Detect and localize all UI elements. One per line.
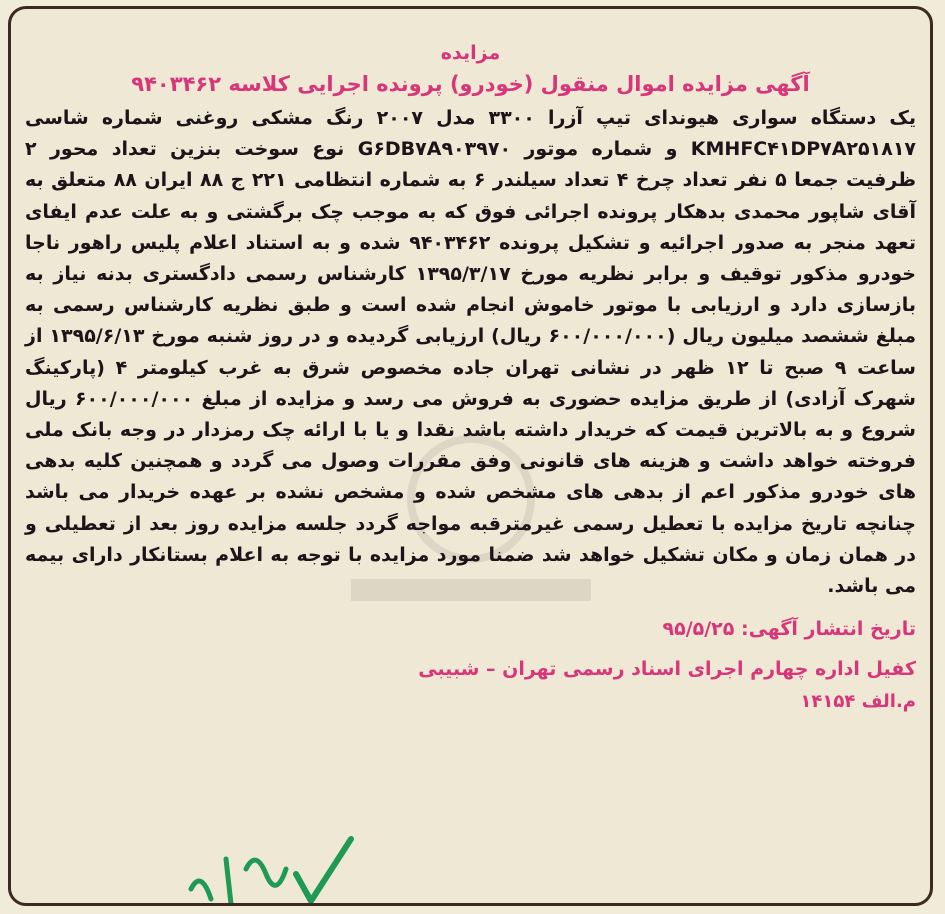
notice-heading: مزایده [440,42,501,64]
handwritten-mark [181,829,361,906]
notice-title: آگهی مزایده اموال منقول (خودرو) پرونده اجرایی کلاسه ۹۴۰۳۴۶۲ [131,72,810,96]
issuer-line: کفیل اداره چهارم اجرای اسناد رسمی تهران – شبیبی [418,658,916,681]
notice-content [25,39,916,718]
reference-number: م.الف ۱۴۱۵۴ [800,691,916,713]
publication-date: تاریخ انتشار آگهی: ۹۵/۵/۲۵ [662,618,916,641]
notice-body: یک دستگاه سواری هیوندای تیپ آزرا ۳۳۰۰ مدل ۲۰۰۷ رنگ مشکی روغنی شماره شاسی KMHFC۴۱DP۷A۲۵۱۸۱۷ و شماره موتور G۶DB۷A۹۰۳۹۷۰ نوع سوخت بنزین تعداد محور ۲ ظرفیت جمعا ۵ نفر تعداد چرخ ۴ تعداد سیلندر ۶ به شماره انتظامی ۲۲۱ ج ۸۸ ایران ۸۸ متعلق به آقای شاپور محمدی بدهکار پرونده اجرائی فوق که به موجب چک برگشتی و به علت عدم ایفای تعهد منجر به صدور اجرائیه و تشکیل پرونده ۹۴۰۳۴۶۲ شده و به استناد اعلام پلیس راهور ناجا خودرو مذکور توقیف و برابر نظریه مورخ ۱۳۹۵/۳/۱۷ کارشناس رسمی دادگستری بدنه نیاز به بازسازی دارد و ارزیابی با موتور خاموش انجام شده است و طبق نظریه کارشناس رسمی به مبلغ ششصد میلیون ریال (۶۰۰/۰۰۰/۰۰۰ ریال) ارزیابی گردیده و در روز شنبه مورخ ۱۳۹۵/۶/۱۳ از ساعت ۹ صبح تا ۱۲ ظهر در نشانی تهران جاده مخصوص شرق به غرب کیلومتر ۴ (پارکینگ شهرک آزادی) از طریق مزایده حضوری به فروش می رسد و مزایده از مبلغ ۶۰۰/۰۰۰/۰۰۰ ریال شروع و به بالاترین قیمت که خریدار داشته باشد نقدا و یا با ارائه چک رمزدار در وجه بانک ملی فروخته خواهد داشت و هزینه های قانونی وفق مقررات وصول می گردد و همچنین کلیه بدهی های خودرو مذکور اعم از بدهی های مشخص شده و مشخص نشده بر عهده خریدار می باشد چنانچه تاریخ مزایده با تعطیل رسمی غیرمترقبه مواجه گردد جلسه مزایده روز بعد از تعطیلی و در همان زمان و مکان تشکیل خواهد شد ضمنا مورد مزایده با توجه به اعلام بستانکار دارای بیمه می باشد. [25,107,917,598]
notice-frame [8,6,933,906]
